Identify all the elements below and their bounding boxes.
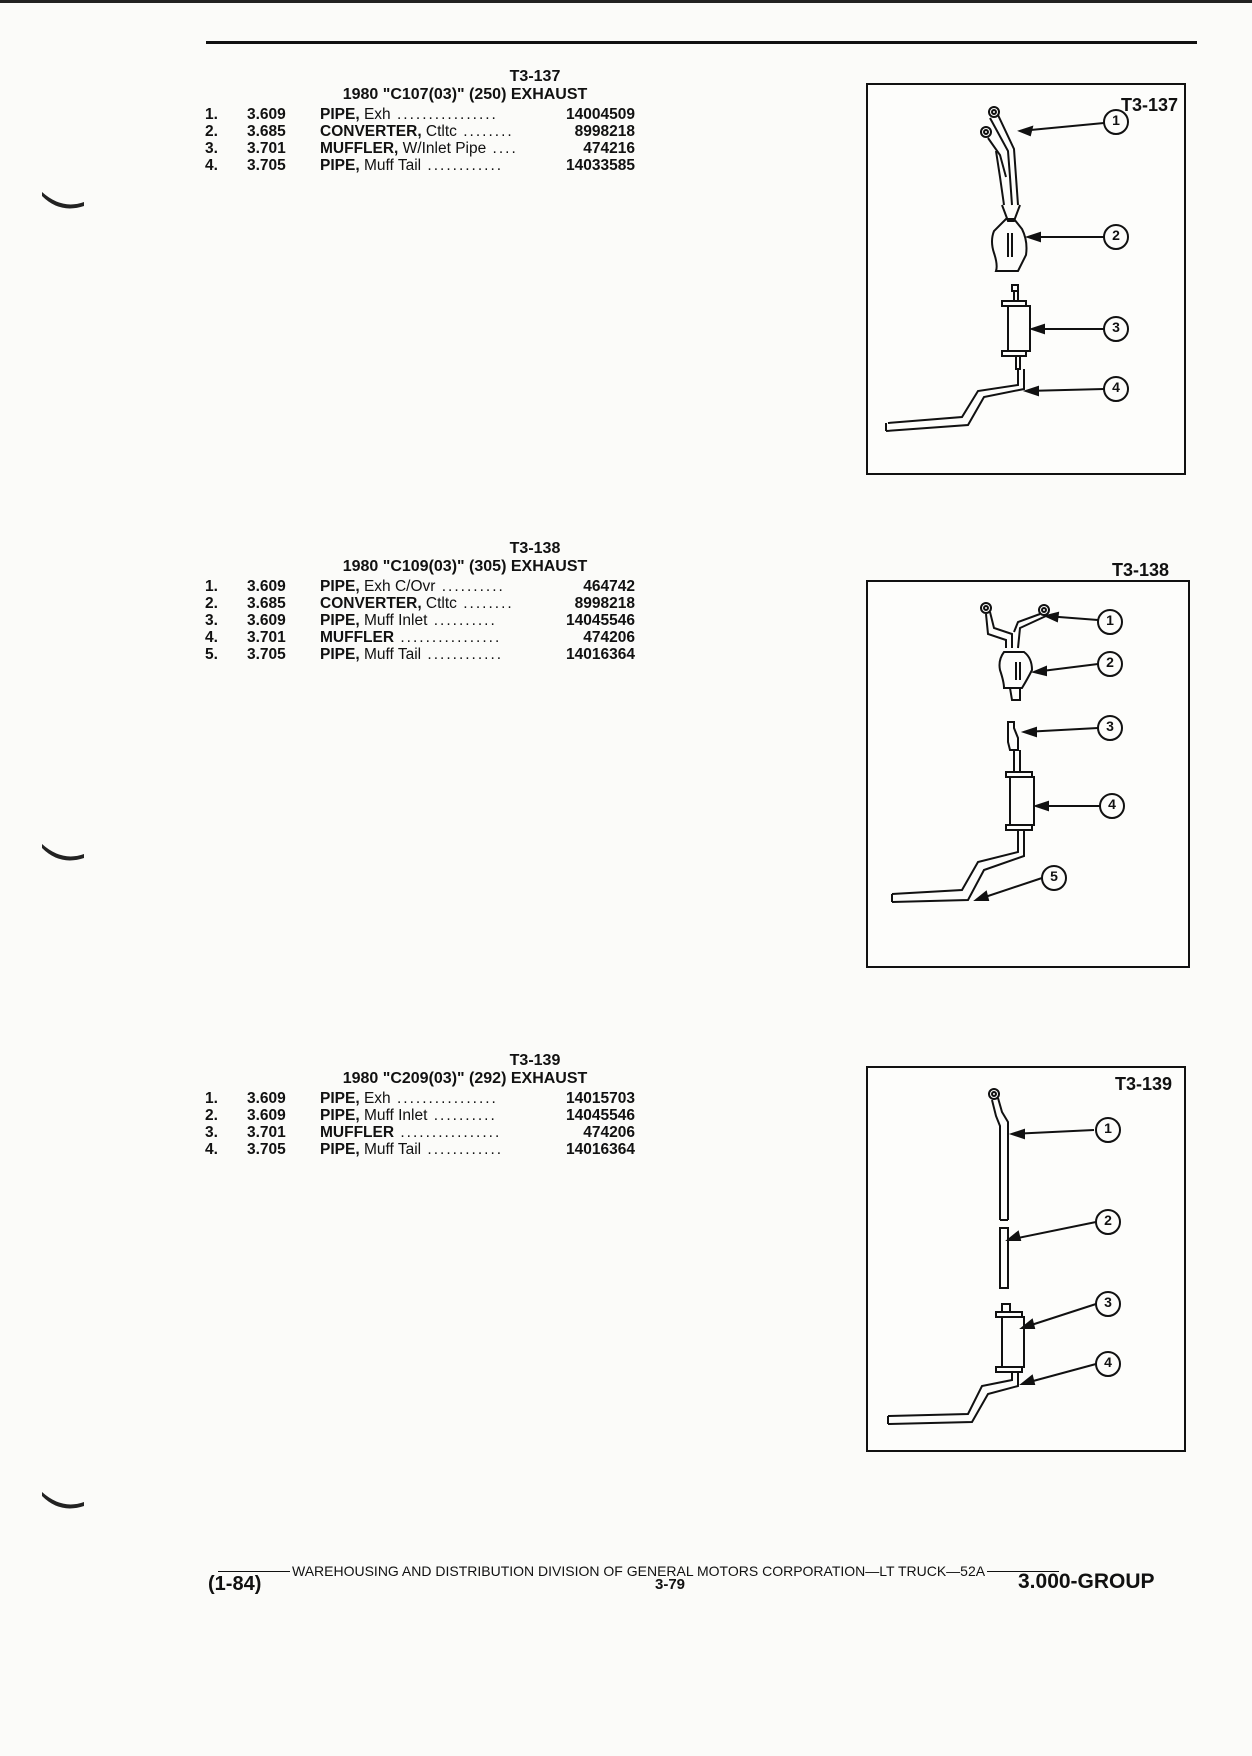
group-number: 3.609 — [247, 612, 286, 629]
table-row — [205, 157, 635, 174]
binder-curl-icon — [40, 188, 86, 210]
item-description — [320, 1107, 540, 1124]
item-number: 4. — [205, 1141, 218, 1158]
callout-3: 3 — [1104, 1294, 1112, 1310]
figure-t3-138 — [866, 580, 1190, 968]
item-number: 1. — [205, 578, 218, 595]
callout-1: 1 — [1104, 1120, 1112, 1136]
table-row — [205, 629, 635, 646]
group-number: 3.685 — [247, 595, 286, 612]
section-code: T3-139 — [509, 1052, 561, 1069]
header-rule — [206, 41, 1197, 44]
footer-publisher-text: WAREHOUSING AND DISTRIBUTION DIVISION OF GENERAL MOTORS CORPORATION—LT TRUCK—52A — [292, 1563, 986, 1579]
leader-dots: ................ — [394, 629, 502, 646]
part-number: 14045546 — [566, 612, 635, 629]
section-code: T3-137 — [509, 68, 561, 85]
callout-1: 1 — [1112, 112, 1120, 128]
group-number: 3.701 — [247, 140, 286, 157]
part-name: MUFFLER — [320, 629, 395, 646]
item-description — [320, 612, 540, 629]
group-number: 3.705 — [247, 157, 286, 174]
figure-t3-137 — [866, 83, 1186, 475]
footer-rule-left — [218, 1571, 290, 1572]
leader-dots: ........ — [456, 123, 514, 140]
item-description — [320, 106, 540, 123]
table-row — [205, 123, 635, 140]
leader-dots: ............ — [421, 157, 504, 174]
part-name: PIPE, — [320, 106, 360, 123]
item-description — [320, 1124, 540, 1141]
item-number: 3. — [205, 612, 218, 629]
part-number: 14033585 — [566, 157, 635, 174]
item-number: 3. — [205, 140, 218, 157]
part-detail: Ctltc — [421, 123, 457, 140]
table-row — [205, 1107, 635, 1124]
footer-date-code: (1-84) — [208, 1573, 262, 1595]
part-number: 474206 — [583, 1124, 635, 1141]
item-description — [320, 140, 540, 157]
callout-2: 2 — [1104, 1212, 1112, 1228]
leader-dots: ........ — [456, 595, 514, 612]
callout-5: 5 — [1050, 868, 1058, 884]
table-row — [205, 140, 635, 157]
table-row — [205, 1090, 635, 1107]
item-description — [320, 646, 540, 663]
item-number: 5. — [205, 646, 218, 663]
binder-curl-icon — [40, 840, 86, 862]
part-name: MUFFLER — [320, 1124, 395, 1141]
section-title: 1980 "C107(03)" (250) EXHAUST — [342, 86, 588, 103]
footer-page-number: 3-79 — [655, 1576, 686, 1593]
part-detail: W/Inlet Pipe — [398, 140, 487, 157]
callout-2: 2 — [1106, 654, 1114, 670]
item-number: 2. — [205, 1107, 218, 1124]
part-detail: Muff Inlet — [359, 1107, 428, 1124]
part-number: 464742 — [583, 578, 635, 595]
leader-dots: .......... — [427, 612, 497, 629]
group-number: 3.701 — [247, 1124, 286, 1141]
part-name: PIPE, — [320, 578, 360, 595]
parts-section-t3-137 — [205, 68, 675, 174]
figure-label: T3-139 — [1114, 1074, 1172, 1094]
callout-1: 1 — [1106, 612, 1114, 628]
part-name: PIPE, — [320, 612, 360, 629]
part-name: CONVERTER, — [320, 595, 422, 612]
leader-dots: .......... — [427, 1107, 497, 1124]
figure-t3-139 — [866, 1066, 1186, 1452]
part-number: 14016364 — [566, 646, 635, 663]
table-row — [205, 1124, 635, 1141]
leader-dots: ................ — [390, 106, 498, 123]
item-description — [320, 629, 540, 646]
binder-curl-icon — [40, 1488, 86, 1510]
group-number: 3.609 — [247, 106, 286, 123]
part-detail: Exh C/Ovr — [359, 578, 436, 595]
figure-label: T3-138 — [1112, 560, 1170, 580]
parts-list — [205, 1090, 635, 1158]
part-number: 14045546 — [566, 1107, 635, 1124]
leader-dots: ................ — [394, 1124, 502, 1141]
section-title: 1980 "C109(03)" (305) EXHAUST — [342, 558, 588, 575]
part-name: PIPE, — [320, 646, 360, 663]
part-detail: Ctltc — [421, 595, 457, 612]
top-edge-bar — [0, 0, 1252, 3]
section-title: 1980 "C209(03)" (292) EXHAUST — [342, 1070, 588, 1087]
section-code: T3-138 — [509, 540, 561, 557]
table-row — [205, 1141, 635, 1158]
item-description — [320, 1090, 540, 1107]
group-number: 3.705 — [247, 646, 286, 663]
part-detail: Exh — [359, 1090, 391, 1107]
part-detail: Muff Inlet — [359, 612, 428, 629]
part-number: 474216 — [583, 140, 635, 157]
group-number: 3.609 — [247, 1090, 286, 1107]
exhaust-diagram — [868, 85, 1184, 473]
item-number: 3. — [205, 1124, 218, 1141]
part-detail: Exh — [359, 106, 391, 123]
item-description — [320, 595, 540, 612]
callout-2: 2 — [1112, 227, 1120, 243]
table-row — [205, 646, 635, 663]
item-number: 1. — [205, 106, 218, 123]
group-number: 3.701 — [247, 629, 286, 646]
table-row — [205, 578, 635, 595]
group-number: 3.705 — [247, 1141, 286, 1158]
callout-4: 4 — [1108, 796, 1116, 812]
item-description — [320, 123, 540, 140]
exhaust-diagram — [868, 1068, 1184, 1450]
part-number: 14004509 — [566, 106, 635, 123]
item-number: 4. — [205, 629, 218, 646]
exhaust-diagram — [868, 582, 1188, 966]
part-name: PIPE, — [320, 1107, 360, 1124]
part-number: 8998218 — [574, 595, 635, 612]
part-detail: Muff Tail — [359, 646, 422, 663]
item-number: 2. — [205, 123, 218, 140]
item-description — [320, 1141, 540, 1158]
callout-4: 4 — [1112, 379, 1120, 395]
item-number: 2. — [205, 595, 218, 612]
table-row — [205, 595, 635, 612]
part-name: PIPE, — [320, 1090, 360, 1107]
leader-dots: ............ — [421, 646, 504, 663]
leader-dots: ............ — [421, 1141, 504, 1158]
item-number: 4. — [205, 157, 218, 174]
part-number: 474206 — [583, 629, 635, 646]
part-name: PIPE, — [320, 157, 360, 174]
footer-group: 3.000-GROUP — [1018, 1570, 1155, 1593]
table-row — [205, 612, 635, 629]
parts-list — [205, 106, 635, 174]
part-number: 8998218 — [574, 123, 635, 140]
table-row — [205, 106, 635, 123]
leader-dots: .......... — [435, 578, 505, 595]
callout-4: 4 — [1104, 1354, 1112, 1370]
leader-dots: .... — [486, 140, 518, 157]
parts-section-t3-138 — [205, 540, 675, 663]
item-description — [320, 578, 540, 595]
part-number: 14016364 — [566, 1141, 635, 1158]
part-name: PIPE, — [320, 1141, 360, 1158]
figure-label: T3-137 — [1120, 95, 1178, 115]
parts-list — [205, 578, 635, 663]
item-number: 1. — [205, 1090, 218, 1107]
parts-section-t3-139 — [205, 1052, 675, 1158]
part-detail: Muff Tail — [359, 1141, 422, 1158]
group-number: 3.685 — [247, 123, 286, 140]
part-number: 14015703 — [566, 1090, 635, 1107]
part-name: CONVERTER, — [320, 123, 422, 140]
part-name: MUFFLER, — [320, 140, 399, 157]
group-number: 3.609 — [247, 1107, 286, 1124]
leader-dots: ................ — [390, 1090, 498, 1107]
part-detail: Muff Tail — [359, 157, 422, 174]
group-number: 3.609 — [247, 578, 286, 595]
callout-3: 3 — [1106, 718, 1114, 734]
item-description — [320, 157, 540, 174]
callout-3: 3 — [1112, 319, 1120, 335]
